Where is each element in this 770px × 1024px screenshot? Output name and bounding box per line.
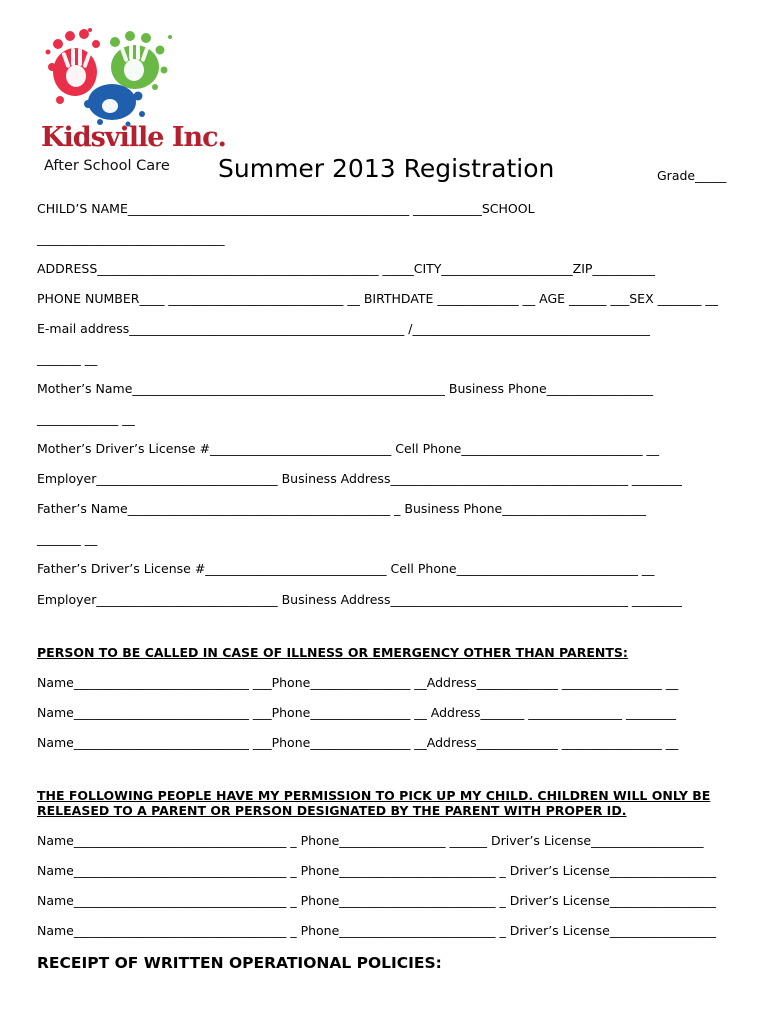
brand-tagline: After School Care	[44, 158, 170, 174]
emergency-row[interactable]: Name____________________________ ___Phone________________ __Address_____________ ________________ __	[37, 675, 679, 690]
emergency-row[interactable]: Name____________________________ ___Phone________________ __Address_____________ ________________ __	[37, 735, 679, 750]
paint-hands-icon	[40, 22, 190, 132]
phone-birthdate-field[interactable]: PHONE NUMBER____ ____________________________ __ BIRTHDATE _____________ __ AGE ______ ___SEX _______ __	[37, 291, 718, 306]
pickup-heading-line2: RELEASED TO A PARENT OR PERSON DESIGNATED BY THE PARENT WITH PROPER ID.	[37, 803, 627, 818]
mother-name-field[interactable]: Mother’s Name__________________________________________________ Business Phone_________________	[37, 381, 653, 396]
pickup-heading-line1: THE FOLLOWING PEOPLE HAVE MY PERMISSION TO PICK UP MY CHILD. CHILDREN WILL ONLY BE	[37, 788, 711, 803]
mother-employer-field[interactable]: Employer_____________________________ Business Address______________________________________ ________	[37, 471, 682, 486]
emergency-row[interactable]: Name____________________________ ___Phone________________ __ Address_______ _______________ ________	[37, 705, 676, 720]
pickup-row[interactable]: Name__________________________________ _ Phone_________________________ _ Driver’s License_________________	[37, 863, 717, 878]
page-title: Summer 2013 Registration	[218, 154, 555, 183]
pickup-row[interactable]: Name__________________________________ _ Phone_________________________ _ Driver’s License_________________	[37, 923, 717, 938]
school-continuation-line[interactable]: ______________________________	[37, 231, 225, 246]
brand-name: Kidsville Inc.	[41, 122, 226, 153]
email-continuation-line[interactable]: _______ __	[37, 351, 98, 366]
grade-field[interactable]: Grade_____	[657, 168, 727, 183]
father-name-field[interactable]: Father’s Name__________________________________________ _ Business Phone_______________________	[37, 501, 646, 516]
mother-phone-continuation-line[interactable]: _____________ __	[37, 411, 135, 426]
father-phone-continuation-line[interactable]: _______ __	[37, 531, 98, 546]
emergency-heading: PERSON TO BE CALLED IN CASE OF ILLNESS OR EMERGENCY OTHER THAN PARENTS:	[37, 645, 628, 660]
pickup-row[interactable]: Name__________________________________ _ Phone_________________________ _ Driver’s License_________________	[37, 893, 717, 908]
child-name-field[interactable]: CHILD’S NAME_____________________________________________ ___________SCHOOL	[37, 201, 535, 216]
father-employer-field[interactable]: Employer_____________________________ Business Address______________________________________ ________	[37, 592, 682, 607]
father-license-field[interactable]: Father’s Driver’s License #_____________________________ Cell Phone_____________________________ __	[37, 561, 655, 576]
email-field[interactable]: E-mail address____________________________________________ /______________________________________	[37, 321, 650, 336]
mother-license-field[interactable]: Mother’s Driver’s License #_____________________________ Cell Phone_____________________________ __	[37, 441, 660, 456]
pickup-row[interactable]: Name__________________________________ _ Phone_________________ ______ Driver’s License__________________	[37, 833, 704, 848]
address-field[interactable]: ADDRESS_____________________________________________ _____CITY_____________________ZIP__________	[37, 261, 655, 276]
policies-heading: RECEIPT OF WRITTEN OPERATIONAL POLICIES:	[37, 954, 442, 972]
